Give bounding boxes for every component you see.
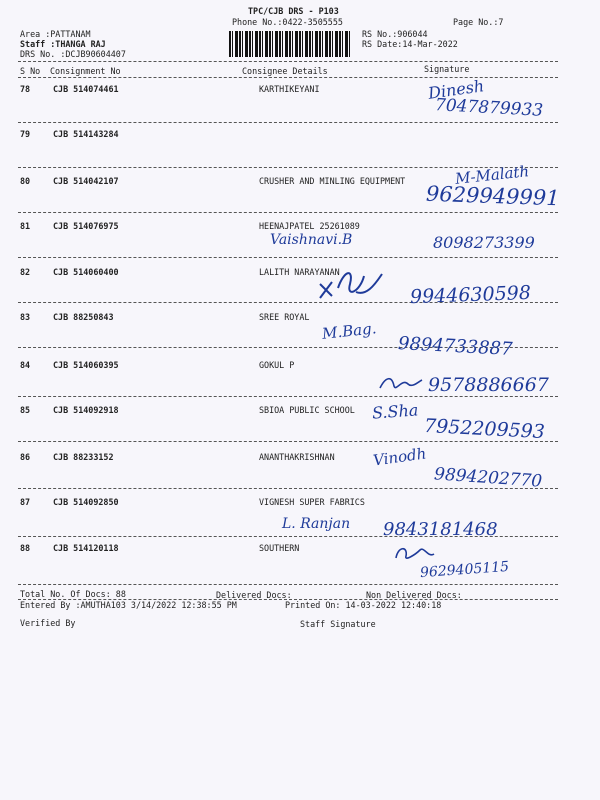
drs-number: DRS No. :DCJB90604407 [20, 49, 126, 59]
col-consignment: Consignment No [50, 66, 121, 76]
row-sno: 80 [20, 176, 31, 186]
handwritten-signature: M.Bag. [321, 319, 378, 343]
staff-label: Staff :THANGA RAJ [20, 39, 106, 49]
row-sno: 84 [20, 360, 31, 370]
row-consignee: CRUSHER AND MINLING EQUIPMENT [259, 176, 406, 186]
handwritten-phone: 9629949991 [425, 181, 560, 211]
row-consignment: CJB 514092918 [53, 405, 119, 415]
handwritten-phone: 9629405115 [419, 558, 510, 582]
handwritten-phone: 7047879933 [434, 95, 544, 121]
row-sno: 88 [20, 543, 31, 553]
divider [18, 257, 558, 258]
row-consignment: CJB 514120118 [53, 543, 119, 553]
phone-number: Phone No.:0422-3505555 [232, 17, 343, 27]
signature-scribble-icon [392, 544, 436, 564]
row-consignee: VIGNESH SUPER FABRICS [259, 497, 365, 507]
verified-by: Verified By [20, 618, 76, 628]
handwritten-signature: S.Sha [371, 400, 419, 423]
handwritten-signature: Vaishnavi.B [270, 232, 353, 248]
divider [18, 122, 558, 123]
handwritten-phone: 9944630598 [409, 281, 532, 309]
row-sno: 81 [20, 221, 31, 231]
row-sno: 83 [20, 312, 31, 322]
row-consignment: CJB 514143284 [53, 129, 119, 139]
row-sno: 78 [20, 84, 31, 94]
row-consignee: SOUTHERN [259, 543, 300, 553]
row-consignee: HEENAJPATEL 25261089 [259, 221, 360, 231]
document-title: TPC/CJB DRS - P103 [248, 6, 339, 16]
row-consignee: KARTHIKEYANI [259, 84, 320, 94]
row-consignment: CJB 514092850 [53, 497, 119, 507]
page-number: Page No.:7 [453, 17, 504, 27]
divider [18, 488, 558, 489]
handwritten-phone: 9843181468 [383, 519, 498, 540]
handwritten-signature: Vinodh [372, 444, 428, 470]
divider [18, 441, 558, 442]
total-docs: Total No. Of Docs: 88 [20, 589, 126, 599]
handwritten-phone: 9894202770 [433, 464, 543, 492]
non-delivered-docs: Non Delivered Docs: [366, 590, 462, 600]
printed-on: Printed On: 14-03-2022 12:40:18 [285, 600, 442, 610]
handwritten-signature: L. Ranjan [282, 516, 351, 532]
handwritten-phone: 8098273399 [433, 233, 535, 252]
row-sno: 85 [20, 405, 31, 415]
handwritten-phone: 9578886667 [428, 374, 549, 396]
row-sno: 87 [20, 497, 31, 507]
row-sno: 82 [20, 267, 31, 277]
col-signature: Signature [424, 64, 470, 74]
row-consignment: CJB 88250843 [53, 312, 114, 322]
signature-scribble-icon [316, 262, 386, 304]
col-sno: S No [20, 66, 41, 76]
row-sno: 86 [20, 452, 31, 462]
staff-signature: Staff Signature [300, 619, 376, 629]
divider [18, 396, 558, 397]
row-consignment: CJB 88233152 [53, 452, 114, 462]
row-consignee: SBIOA PUBLIC SCHOOL [259, 405, 355, 415]
signature-scribble-icon [378, 372, 424, 394]
row-consignment: CJB 514060395 [53, 360, 119, 370]
handwritten-phone: 9894733887 [397, 333, 514, 360]
barcode [229, 31, 350, 57]
divider [18, 584, 558, 585]
row-consignee: GOKUL P [259, 360, 295, 370]
handwritten-phone: 7952209593 [423, 414, 546, 444]
row-consignment: CJB 514076975 [53, 221, 119, 231]
area-label: Area :PATTANAM [20, 29, 91, 39]
handwritten-signature: Dinesh [426, 76, 486, 103]
divider [18, 61, 558, 62]
divider [18, 212, 558, 213]
rs-date: RS Date:14-Mar-2022 [362, 39, 458, 49]
rs-number: RS No.:906044 [362, 29, 428, 39]
delivered-docs: Delivered Docs: [216, 590, 292, 600]
handwritten-signature: M-Malath [454, 162, 530, 188]
row-consignee: LALITH NARAYANAN [259, 267, 340, 277]
row-consignee: ANANTHAKRISHNAN [259, 452, 335, 462]
row-consignee: SREE ROYAL [259, 312, 310, 322]
row-consignment: CJB 514060400 [53, 267, 119, 277]
entered-by: Entered By :AMUTHA103 3/14/2022 12:38:55 PM [20, 600, 237, 610]
row-consignment: CJB 514074461 [53, 84, 119, 94]
row-consignment: CJB 514042107 [53, 176, 119, 186]
col-consignee: Consignee Details [242, 66, 328, 76]
row-sno: 79 [20, 129, 31, 139]
